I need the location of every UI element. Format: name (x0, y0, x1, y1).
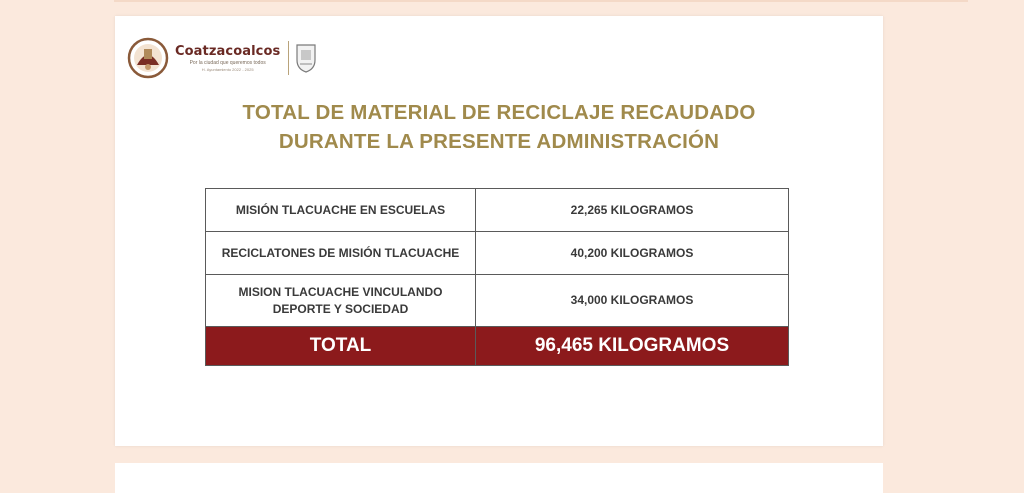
slide (115, 16, 883, 446)
row-label: RECICLATONES DE MISIÓN TLACUACHE (206, 232, 476, 275)
title-line-2: DURANTE LA PRESENTE ADMINISTRACIÓN (278, 130, 720, 153)
logo-divider (288, 41, 289, 75)
logo-group (127, 36, 317, 80)
next-slide-edge (115, 463, 883, 493)
slide-title (115, 98, 883, 156)
table-row (206, 275, 789, 327)
row-value: 40,200 KILOGRAMOS (476, 232, 789, 275)
coatzacoalcos-seal-icon (127, 37, 169, 79)
row-label (206, 275, 476, 327)
previous-slide-edge (114, 0, 968, 2)
row-label: MISIÓN TLACUACHE EN ESCUELAS (206, 189, 476, 232)
total-value: 96,465 KILOGRAMOS (476, 327, 789, 366)
total-row (206, 327, 789, 366)
table-row (206, 232, 789, 275)
table-row (206, 189, 789, 232)
row-value: 22,265 KILOGRAMOS (476, 189, 789, 232)
recycling-table (205, 188, 789, 366)
brand-tagline: Por la ciudad que queremos todos (189, 60, 266, 66)
title-line-1: TOTAL DE MATERIAL DE RECICLAJE RECAUDADO (242, 101, 756, 124)
brand-block (175, 44, 280, 72)
municipal-shield-icon (295, 42, 317, 74)
row-label-line: DEPORTE Y SOCIEDAD (272, 301, 409, 316)
brand-subline: H. Ayuntamiento 2022 - 2025 (201, 67, 254, 72)
row-label-line: MISION TLACUACHE VINCULANDO (238, 284, 443, 299)
brand-name: Coatzacoalcos (175, 44, 281, 59)
row-value: 34,000 KILOGRAMOS (476, 275, 789, 327)
total-label: TOTAL (206, 327, 476, 366)
